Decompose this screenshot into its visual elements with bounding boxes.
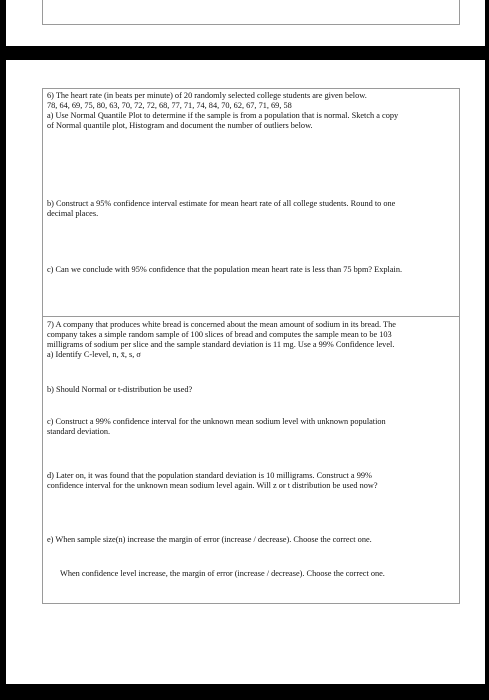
q7-part-c-line-2: standard deviation. bbox=[47, 427, 111, 436]
q7-part-d-line-2: confidence interval for the unknown mean sodium level again. Will z or t distribution be used now? bbox=[47, 481, 378, 490]
q7-part-e-line-1: e) When sample size(n) increase the margin of error (increase / decrease). Choose the correct one. bbox=[47, 535, 372, 544]
q7-part-e-line-2: When confidence level increase, the margin of error (increase / decrease). Choose the correct one. bbox=[60, 569, 385, 578]
q6-part-a-line-1: a) Use Normal Quantile Plot to determine if the sample is from a population that is normal. Sketch a copy bbox=[47, 111, 399, 120]
q6-data-values: 78, 64, 69, 75, 80, 63, 70, 72, 72, 68, 77, 71, 74, 84, 70, 62, 67, 71, 69, 58 bbox=[47, 101, 292, 110]
q7-part-a: a) Identify C-level, n, x̄, s, σ bbox=[47, 350, 141, 359]
q7-intro-line-1: 7) A company that produces white bread is concerned about the mean amount of sodium in its bread. The bbox=[47, 320, 396, 329]
question-7-box bbox=[42, 316, 460, 604]
worksheet-page bbox=[6, 60, 485, 684]
question-6-box bbox=[42, 88, 460, 317]
q6-part-c: c) Can we conclude with 95% confidence that the population mean heart rate is less than 75 bpm? Explain. bbox=[47, 265, 403, 274]
q7-intro-line-2: company takes a simple random sample of 100 slices of bread and computes the sample mean to be 103 bbox=[47, 330, 392, 339]
q7-part-c-line-1: c) Construct a 99% confidence interval for the unknown mean sodium level with unknown population bbox=[47, 417, 386, 426]
q6-part-b-line-1: b) Construct a 95% confidence interval estimate for mean heart rate of all college students. Round to one bbox=[47, 199, 396, 208]
q7-intro-line-3: milligrams of sodium per slice and the sample standard deviation is 11 mg. Use a 99% Confidence level. bbox=[47, 340, 395, 349]
q7-part-d-line-1: d) Later on, it was found that the population standard deviation is 10 milligrams. Construct a 99% bbox=[47, 471, 372, 480]
q6-part-a-line-2: of Normal quantile plot, Histogram and document the number of outliers below. bbox=[47, 121, 313, 130]
q6-part-b-line-2: decimal places. bbox=[47, 209, 99, 218]
previous-question-box bbox=[42, 0, 460, 25]
previous-page-fragment bbox=[6, 0, 485, 46]
q6-intro: 6) The heart rate (in beats per minute) of 20 randomly selected college students are given below. bbox=[47, 91, 367, 100]
q7-part-b: b) Should Normal or t-distribution be used? bbox=[47, 385, 193, 394]
